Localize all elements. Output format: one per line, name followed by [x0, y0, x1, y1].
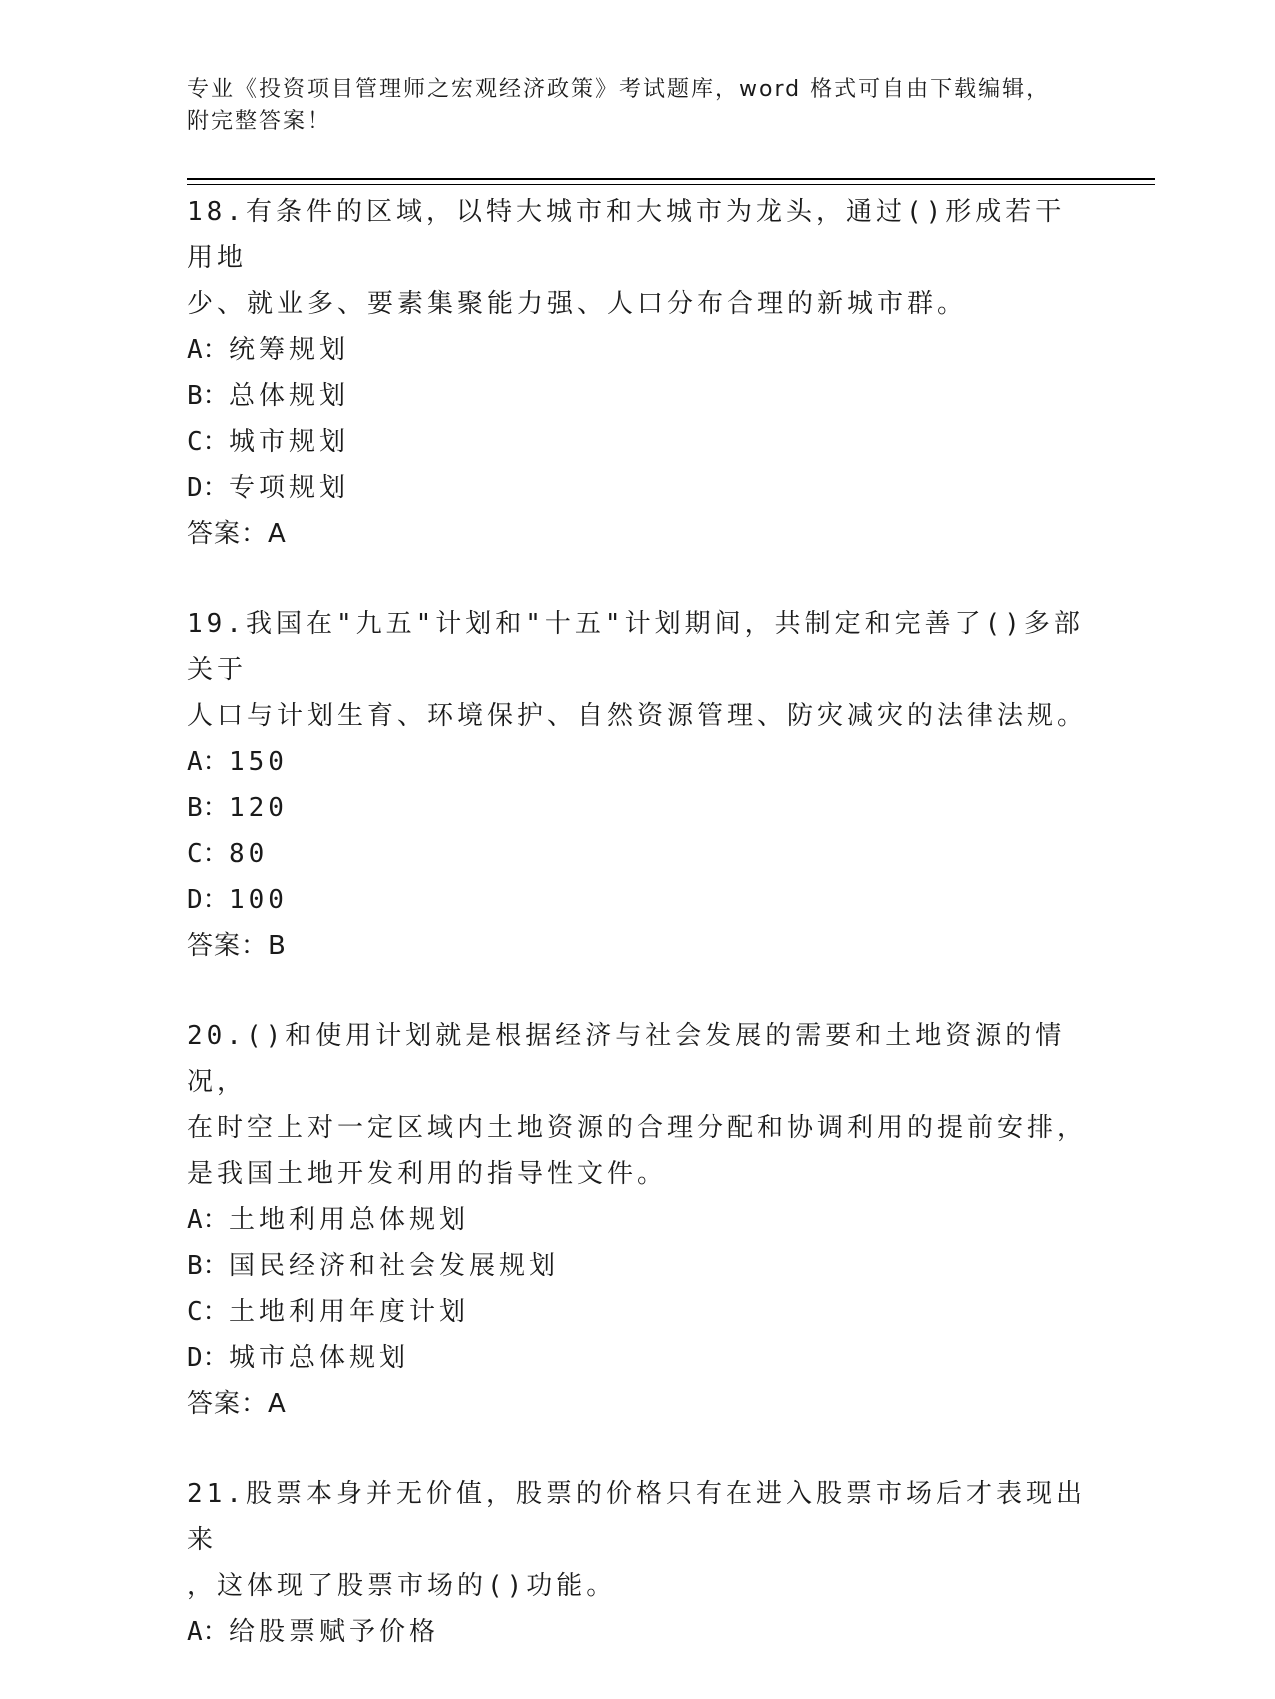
option-key: A： [187, 1205, 229, 1235]
option-text: 80 [229, 839, 269, 869]
question-stem-line: 是我国土地开发利用的指导性文件。 [187, 1159, 668, 1189]
option-a [187, 1197, 1087, 1243]
question-stem-line: 人口与计划生育、环境保护、自然资源管理、防灾减灾的法律法规。 [187, 701, 1088, 731]
header-line-1: 专业《投资项目管理师之宏观经济政策》考试题库，word 格式可自由下载编辑， [187, 77, 1051, 102]
question-21 [187, 1471, 1087, 1655]
option-a [187, 1609, 1087, 1655]
question-stem-line: 19.我国在"九五"计划和"十五"计划期间，共制定和完善了()多部关于 [187, 609, 1084, 685]
option-text: 总体规划 [229, 381, 350, 411]
question-19 [187, 601, 1087, 969]
option-text: 100 [229, 885, 288, 915]
option-text: 120 [229, 793, 288, 823]
option-key: C： [187, 839, 229, 869]
option-text: 给股票赋予价格 [229, 1617, 440, 1647]
answer-line: 答案：A [187, 1389, 287, 1419]
option-key: B： [187, 1251, 229, 1281]
option-text: 国民经济和社会发展规划 [229, 1251, 560, 1281]
option-b [187, 1243, 1087, 1289]
option-a [187, 327, 1087, 373]
question-stem-line: 在时空上对一定区域内土地资源的合理分配和协调利用的提前安排， [187, 1113, 1088, 1143]
option-c [187, 419, 1087, 465]
option-key: A： [187, 747, 229, 777]
option-key: D： [187, 1343, 229, 1373]
option-text: 统筹规划 [229, 335, 350, 365]
option-d [187, 465, 1087, 511]
question-stem-line: 少、就业多、要素集聚能力强、人口分布合理的新城市群。 [187, 289, 968, 319]
option-key: B： [187, 381, 229, 411]
option-text: 城市规划 [229, 427, 350, 457]
question-stem-line: 21.股票本身并无价值，股票的价格只有在进入股票市场后才表现出来 [187, 1479, 1086, 1555]
answer-line: 答案：A [187, 519, 287, 549]
question-stem-line: 18.有条件的区域，以特大城市和大城市为龙头，通过()形成若干用地 [187, 197, 1066, 273]
option-text: 专项规划 [229, 473, 350, 503]
header-divider-thick [187, 178, 1155, 180]
option-key: C： [187, 1297, 229, 1327]
option-c [187, 1289, 1087, 1335]
option-text: 土地利用总体规划 [229, 1205, 470, 1235]
header-line-2: 附完整答案！ [187, 109, 332, 134]
option-text: 土地利用年度计划 [229, 1297, 470, 1327]
question-stem-line: ，这体现了股票市场的()功能。 [187, 1571, 617, 1601]
option-key: B： [187, 793, 229, 823]
option-d [187, 877, 1087, 923]
question-20 [187, 1013, 1087, 1427]
document-header [187, 74, 1067, 138]
option-key: D： [187, 473, 229, 503]
question-18 [187, 189, 1087, 557]
option-key: A： [187, 335, 229, 365]
answer-line: 答案：B [187, 931, 287, 961]
option-key: A： [187, 1617, 229, 1647]
option-text: 城市总体规划 [229, 1343, 410, 1373]
question-stem-line: 20.()和使用计划就是根据经济与社会发展的需要和土地资源的情况， [187, 1021, 1066, 1097]
option-key: C： [187, 427, 229, 457]
option-text: 150 [229, 747, 288, 777]
option-d [187, 1335, 1087, 1381]
question-list [187, 189, 1087, 1699]
option-key: D： [187, 885, 229, 915]
option-b [187, 373, 1087, 419]
option-c [187, 831, 1087, 877]
option-b [187, 785, 1087, 831]
option-a [187, 739, 1087, 785]
header-divider-thin [187, 184, 1155, 185]
